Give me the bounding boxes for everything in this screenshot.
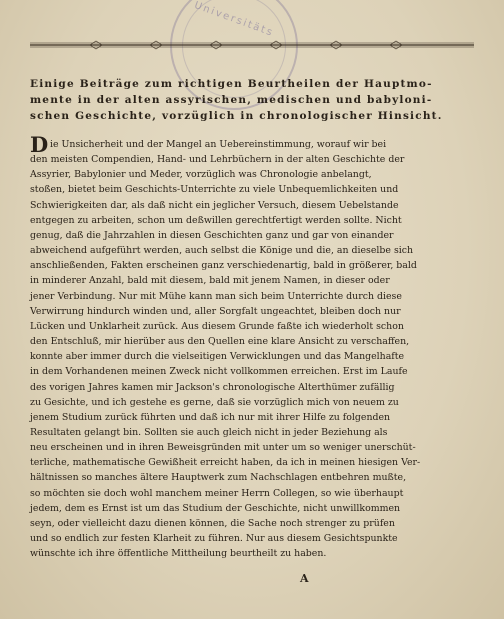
body-line: wünschte ich ihre öffentliche Mittheilung beurtheilt zu haben. xyxy=(30,548,327,560)
heading-line-1: Einige Beiträge zum richtigen Beurtheilen der Hauptmo- xyxy=(30,78,433,90)
body-line: so möchten sie doch wohl manchem meiner Herrn Collegen, so wie überhaupt xyxy=(30,487,404,499)
body-line: abweichend aufgeführt werden, auch selbst die Könige und die, an dieselbe sich xyxy=(30,245,414,257)
body-line: Assyrier, Babylonier und Meder, vorzüglich was Chronologie anbelangt, xyxy=(30,169,372,181)
body-line: jedem, dem es Ernst ist um das Studium der Geschichte, nicht unwillkommen xyxy=(30,502,401,514)
body-line: terliche, mathematische Gewißheit erreicht haben, da ich in meinen hiesigen Ver- xyxy=(30,457,421,469)
body-line: und so endlich zur festen Klarheit zu führen. Nur aus diesem Gesichtspunkte xyxy=(30,533,398,545)
article-heading xyxy=(30,76,480,124)
heading-line-2: mente in der alten assyrischen, medischen und babyloni- xyxy=(30,94,433,106)
body-line: Resultaten gelangt bin. Sollten sie auch gleich nicht in jeder Beziehung als xyxy=(30,426,388,438)
body-text xyxy=(30,137,480,561)
body-line: Schwierigkeiten dar, als daß nicht ein jeglicher Versuch, diesem Uebelstande xyxy=(30,199,399,211)
stamp-text: Universitäts xyxy=(192,0,276,39)
body-line: neu erscheinen und in ihren Beweisgründen mit unter um so weniger unerschüt- xyxy=(30,442,416,454)
body-line: in minderer Anzahl, bald mit diesem, bald mit jenem Namen, in dieser oder xyxy=(30,275,390,287)
body-line: seyn, oder vielleicht dazu dienen können, die Sache noch strenger zu prüfen xyxy=(30,517,395,529)
drop-cap: D xyxy=(30,132,49,157)
body-line: stoßen, bietet beim Geschichts-Unterrichte zu viele Unbequemlichkeiten und xyxy=(30,184,399,196)
body-line: genug, daß die Jahrzahlen in diesen Geschichten ganz und gar von einander xyxy=(30,229,394,241)
body-line: zu Gesichte, und ich gestehe es gerne, daß sie vorzüglich mich von neuem zu xyxy=(30,396,399,408)
body-line: Verwirrung hindurch winden und, aller Sorgfalt ungeachtet, bleiben doch nur xyxy=(30,305,401,317)
body-line: des vorigen Jahres kamen mir Jackson's chronologische Alterthümer zufällig xyxy=(30,381,395,393)
printer-signature-mark: A xyxy=(300,572,309,585)
body-line: den Entschluß, mir hierüber aus den Quellen eine klare Ansicht zu verschaffen, xyxy=(30,336,410,348)
body-line: jenem Studium zurück führten und daß ich nur mit ihrer Hilfe zu folgenden xyxy=(30,411,391,423)
body-line-first: ie Unsicherheit und der Mangel an Uebereinstimmung, worauf wir bei xyxy=(50,139,387,150)
body-line: in dem Vorhandenen meinen Zweck nicht vollkommen erreichen. Erst im Laufe xyxy=(30,366,408,378)
body-line: den meisten Compendien, Hand- und Lehrbüchern in der alten Geschichte der xyxy=(30,154,405,166)
body-line: entgegen zu arbeiten, schon um deßwillen gerechtfertigt werden sollte. Nicht xyxy=(30,214,402,226)
ornamental-rule xyxy=(30,40,474,50)
body-line: jener Verbindung. Nur mit Mühe kann man sich beim Unterrichte durch diese xyxy=(30,290,402,302)
body-line: anschließenden, Fakten erscheinen ganz verschiedenartig, bald in größerer, bald xyxy=(30,260,417,272)
body-line: hältnissen so manches ältere Hauptwerk zum Nachschlagen entbehren mußte, xyxy=(30,472,407,484)
body-line: konnte aber immer durch die vielseitigen Verwicklungen und das Mangelhafte xyxy=(30,351,405,363)
heading-line-3: schen Geschichte, vorzüglich in chronologischer Hinsicht. xyxy=(30,110,443,122)
body-line: Lücken und Unklarheit zurück. Aus diesem Grunde faßte ich wiederholt schon xyxy=(30,320,404,332)
